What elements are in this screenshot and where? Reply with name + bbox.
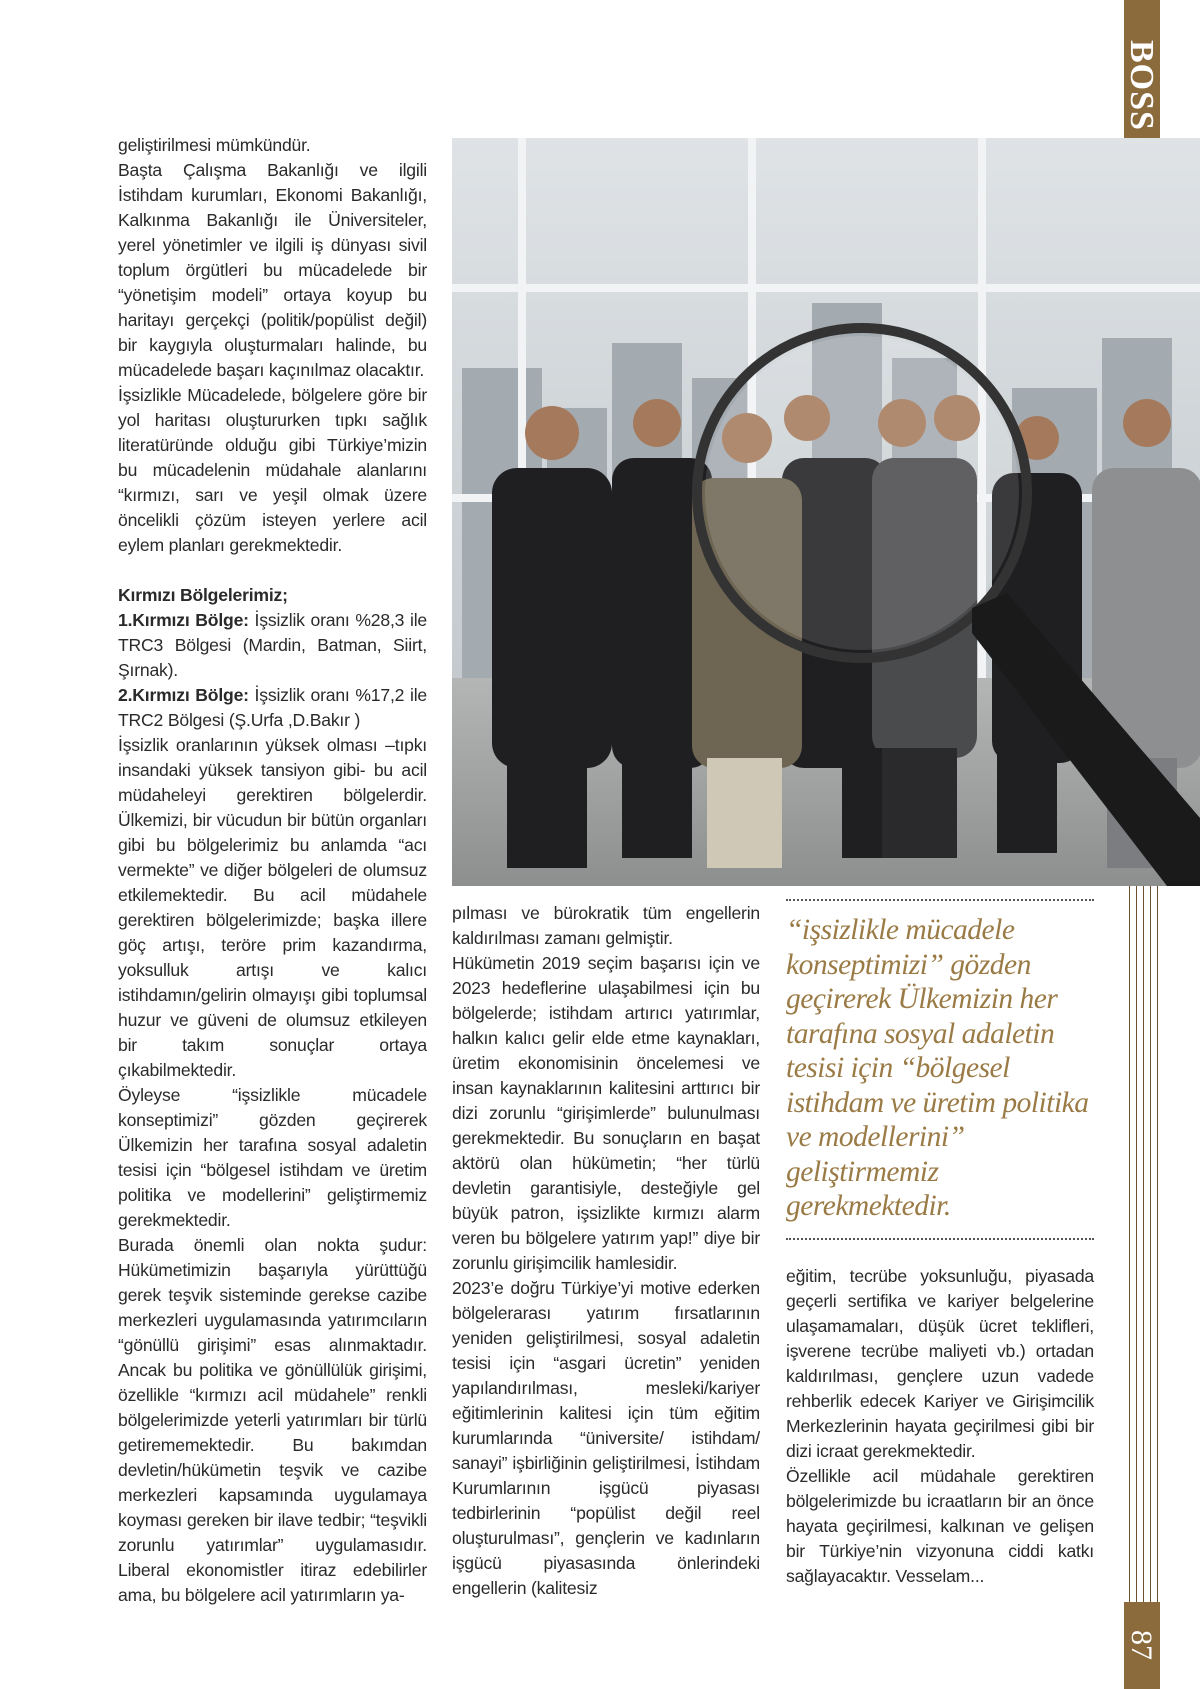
paragraph: Özellikle acil müdahale gerektiren bölgelerimizde bu icraatların bir an önce hayata geçirilmesi, kalkınan ve gelişen bir Türkiye’nin vizyonuna ciddi katkı sağlayacaktır. Vesselam... [786, 1466, 1094, 1586]
paragraph: Başta Çalışma Bakanlığı ve ilgili İstihdam kurumları, Ekonomi Bakanlığı, Kalkınma Bakanlığı ile Üniversiteler, yerel yönetimler ve ilgili iş dünyası sivil toplum örgütleri bu mücadelede bir “yönetişim modeli” ortaya koyup bu haritayı gerçekçi (politik/popülist değil) bir kaygıyla oluşturmaları halinde, bu mücadelede başarı kaçınılmaz olacaktır. [118, 160, 427, 380]
article-photo [452, 138, 1200, 886]
region-item [118, 683, 427, 733]
paragraph: 2023’e doğru Türkiye’yi motive ederken bölgelerarası yatırım fırsatlarının yeniden geliştirilmesi, sosyal adaletin tesisi için “asgari ücretin” yeniden yapılandırılması, mesleki/kariyer eğitimlerinin kalitesi için tüm eğitim kurumlarında “üniversite/ istihdam/ sanayi” işbirliğinin geliştirilmesi, İstihdam Kurumlarının işgücü piyasası tedbirlerinin “popülist değil reel oluşturulması”, gençlerin ve kadınların işgücü piyasasında önlerindeki engellerin (kalitesiz [452, 1278, 760, 1598]
column-3 [786, 1264, 1094, 1589]
dotted-rule-top [786, 899, 1094, 901]
region-label: 1.Kırmızı Bölge: [118, 610, 249, 630]
pull-quote [786, 899, 1094, 1249]
paragraph: geliştirilmesi mümkündür. [118, 135, 311, 155]
paragraph: İşsizlikle Mücadelede, bölgelere göre bir yol haritası oluştururken tıpkı sağlık literatüründe olduğu gibi Türkiye’mizin bu mücadelenin müdahale alanlarını “kırmızı, sarı ve yeşil olmak üzere öncelikli çözüm isteyen yerlere acil eylem planları gerekmektedir. [118, 385, 427, 555]
paragraph: pılması ve bürokratik tüm engellerin kaldırılması zamanı gelmiştir. [452, 903, 760, 948]
region-text: İşsizlik oranı %17,2 ile TRC2 Bölgesi (Ş.Urfa ,D.Bakır ) [118, 685, 427, 730]
magazine-name: BOSS [1123, 40, 1160, 131]
dotted-rule-bottom [786, 1238, 1094, 1240]
pull-quote-text: “işsizlikle mücadele konseptimizi” gözden geçirerek Ülkemizin her tarafına sosyal adaletin tesisi için “bölgesel istihdam ve üretim politika ve modellerini” geliştirmemiz gerekmektedir. [786, 914, 1089, 1222]
section-heading: Kırmızı Bölgelerimiz; [118, 585, 288, 605]
paragraph: Burada önemli olan nokta şudur: Hükümetimizin başarıyla yürüttüğü gerek teşvik sisteminde gerekse cazibe merkezleri uygulamasında yatırımcıların “gönüllü girişimi” esas alınmaktadır. Ancak bu politika ve gönüllülük girişimi, özellikle “kırmızı acil müdahele” renkli bölgelerimizde yeterli yatırımları bir türlü getirememektedir. Bu bakımdan devletin/hükümetin teşvik ve cazibe merkezleri kapsamında uygulamaya koyması gereken bir ilave tedbir; “teşvikli zorunlu yatırımlar” uygulamasıdır. Liberal ekonomistler itiraz edebilirler ama, bu bölgelere acil yatırımların ya- [118, 1235, 427, 1605]
region-text: İşsizlik oranı %28,3 ile TRC3 Bölgesi (Mardin, Batman, Siirt, Şırnak). [118, 610, 427, 680]
region-label: 2.Kırmızı Bölge: [118, 685, 249, 705]
page-number: 87 [1125, 1630, 1158, 1660]
paragraph: Hükümetin 2019 seçim başarısı için ve 2023 hedeflerine ulaşabilmesi için bu bölgelerde; istihdam artırıcı yatırımlar, halkın kalıcı gelir elde etme kaynakları, üretim ekonomisinin öncelemesi ve insan kaynaklarının kalitesini arttırıcı bir dizi zorunlu “girişimlerde” bulunulması gerekmektedir. Bu sonuçların en başat aktörü olan hükümetin; “her türlü devletin garantisiyle, desteğiyle gel büyük patron, işsizlikte kırmızı alarm veren bu bölgelere yatırım yap!” diye bir zorunlu girişimcilik hamlesidir. [452, 953, 760, 1273]
column-2 [452, 901, 760, 1601]
column-1 [118, 133, 427, 1608]
paragraph: Öyleyse “işsizlikle mücadele konseptimizi” gözden geçirerek Ülkemizin her tarafına sosyal adaletin tesisi için “bölgesel istihdam ve üretim politika ve modellerini” geliştirmemiz gerekmektedir. [118, 1085, 427, 1230]
paragraph: İşsizlik oranlarının yüksek olması –tıpkı insandaki yüksek tansiyon gibi- bu acil müdaheleyi gerektiren bölgelerdir. Ülkemizi, bir vücudun bir bütün organları gibi bu bölgelerimiz bu anlamda “acı vermekte” ve diğer bölgeleri de olumsuz etkilemektedir. Bu acil müdahele gerektiren bölgelerimizde; başka illere göç artışı, teröre prim kazandırma, yoksulluk artışı ve kalıcı istihdamın/gelirin olmayışı gibi toplumsal huzur ve güveni de olumsuz etkileyen bir takım sonuçlar ortaya çıkabilmektedir. [118, 735, 427, 1080]
paragraph: eğitim, tecrübe yoksunluğu, piyasada geçerli sertifika ve kariyer belgelerine ulaşamamaları, düşük ücret teklifleri, işverene tecrübe maliyeti vb.) ortadan kaldırılması, gençlere uzun vadede rehberlik edecek Kariyer ve Girişimcilik Merkezlerinin hayata geçirilmesi gibi bir dizi icraat gerekmektedir. [786, 1266, 1094, 1461]
region-item [118, 608, 427, 683]
